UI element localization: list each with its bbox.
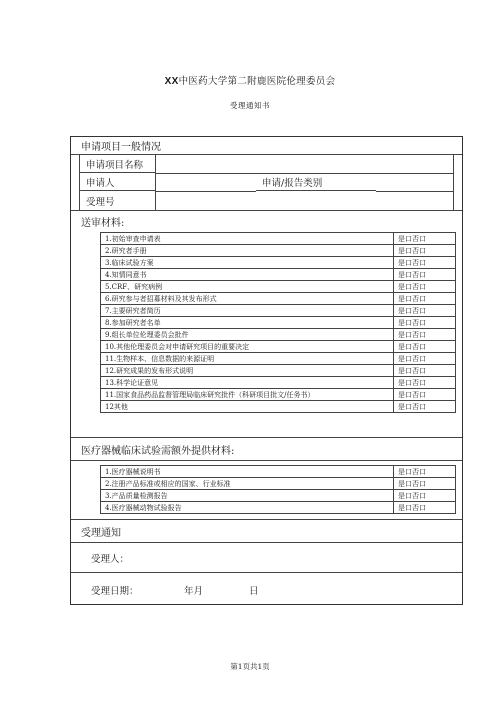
material-item-name: 5.CRF、研究病例 — [101, 281, 394, 293]
section-general-heading: 申请项目一般情况 — [71, 137, 462, 155]
material-yes-no-checkbox[interactable]: 是口否口 — [394, 257, 456, 269]
report-type-label: 申请/报告类别 — [256, 173, 376, 191]
device-materials-table — [100, 465, 456, 514]
material-row — [101, 233, 456, 245]
material-row — [101, 269, 456, 281]
material-item-name: 12其他 — [101, 401, 394, 413]
materials-table — [100, 232, 456, 413]
material-row — [101, 365, 456, 377]
device-material-row — [101, 502, 456, 514]
device-material-yes-no-checkbox[interactable]: 是口否口 — [394, 478, 456, 490]
device-material-yes-no-checkbox[interactable]: 是口否口 — [394, 490, 456, 502]
device-material-item-name: 4.医疗器械动物试验报告 — [101, 502, 394, 514]
report-type-field[interactable] — [376, 173, 453, 192]
material-yes-no-checkbox[interactable]: 是口否口 — [394, 245, 456, 257]
material-row — [101, 257, 456, 269]
material-row — [101, 341, 456, 353]
material-item-name: 6.研究参与者招募材料及其发布形式 — [101, 293, 394, 305]
device-material-row — [101, 478, 456, 490]
material-row — [101, 329, 456, 341]
year-month-label: 年月 — [184, 586, 204, 597]
material-row — [101, 353, 456, 365]
material-row — [101, 317, 456, 329]
applicant-label: 申请人 — [80, 173, 156, 191]
material-yes-no-checkbox[interactable]: 是口否口 — [394, 401, 456, 413]
material-yes-no-checkbox[interactable]: 是口否口 — [394, 293, 456, 305]
accept-no-label: 受理号 — [80, 191, 156, 210]
material-yes-no-checkbox[interactable]: 是口否口 — [394, 233, 456, 245]
material-item-name: 9.组长单位伦理委员会批件 — [101, 329, 394, 341]
material-yes-no-checkbox[interactable]: 是口否口 — [394, 389, 456, 401]
device-material-item-name: 1.医疗器械说明书 — [101, 466, 394, 478]
material-yes-no-checkbox[interactable]: 是口否口 — [394, 365, 456, 377]
material-item-name: 10.其他伦理委员会对申请研究项目的重要决定 — [101, 341, 394, 353]
page-footer: 第1页共1页 — [230, 662, 270, 671]
material-row — [101, 389, 456, 401]
applicant-field[interactable] — [156, 173, 256, 192]
material-row — [101, 377, 456, 389]
section-notice-heading: 受理通知 — [71, 519, 462, 543]
receiver-row[interactable] — [71, 543, 462, 573]
section-device-heading: 医疗器械临床试验需额外提供材料: — [71, 437, 462, 461]
material-yes-no-checkbox[interactable]: 是口否口 — [394, 269, 456, 281]
document-title: XX中医药大学第二附鹿医院伦理委员会 — [164, 76, 336, 87]
material-item-name: 13.科学论证意见 — [101, 377, 394, 389]
material-item-name: 12.研究成果的发布形式说明 — [101, 365, 394, 377]
material-yes-no-checkbox[interactable]: 是口否口 — [394, 377, 456, 389]
receiver-label: 受理人： — [91, 554, 130, 565]
device-material-yes-no-checkbox[interactable]: 是口否口 — [394, 466, 456, 478]
project-name-label: 申请项目名称 — [80, 155, 156, 173]
section-materials-heading: 送审材料: — [71, 210, 462, 232]
material-yes-no-checkbox[interactable]: 是口否口 — [394, 317, 456, 329]
material-item-name: 3.临床试验方案 — [101, 257, 394, 269]
material-row — [101, 305, 456, 317]
material-row — [101, 293, 456, 305]
material-yes-no-checkbox[interactable]: 是口否口 — [394, 281, 456, 293]
device-material-yes-no-checkbox[interactable]: 是口否口 — [394, 502, 456, 514]
material-yes-no-checkbox[interactable]: 是口否口 — [394, 341, 456, 353]
day-label: 日 — [249, 586, 259, 597]
material-item-name: 4.知情同意书 — [101, 269, 394, 281]
accept-date-row[interactable] — [71, 573, 462, 604]
material-item-name: 8.参加研究者名单 — [101, 317, 394, 329]
material-row — [101, 401, 456, 413]
material-yes-no-checkbox[interactable]: 是口否口 — [394, 329, 456, 341]
material-item-name: 1.初始审查申请表 — [101, 233, 394, 245]
device-material-item-name: 2.注册产品标准或相应的国家、行业标准 — [101, 478, 394, 490]
material-yes-no-checkbox[interactable]: 是口否口 — [394, 305, 456, 317]
material-item-name: 2.研究者手册 — [101, 245, 394, 257]
material-row — [101, 281, 456, 293]
device-material-item-name: 3.产品质量检测报告 — [101, 490, 394, 502]
device-material-row — [101, 466, 456, 478]
document-subtitle: 受理通知书 — [230, 101, 270, 110]
form-frame — [70, 136, 463, 605]
general-info-table — [79, 155, 454, 210]
material-item-name: 11.生物样本、信息数据的来源证明 — [101, 353, 394, 365]
material-item-name: 7.主要研究者简历 — [101, 305, 394, 317]
material-yes-no-checkbox[interactable]: 是口否口 — [394, 353, 456, 365]
device-material-row — [101, 490, 456, 502]
material-row — [101, 245, 456, 257]
accept-date-label: 受理日期： — [91, 586, 139, 597]
accept-no-field[interactable] — [156, 191, 453, 210]
material-item-name: 11.国家食品药品监督管理局临床研究批件（科研项目批文/任务书） — [101, 389, 394, 401]
project-name-field[interactable] — [156, 155, 453, 174]
